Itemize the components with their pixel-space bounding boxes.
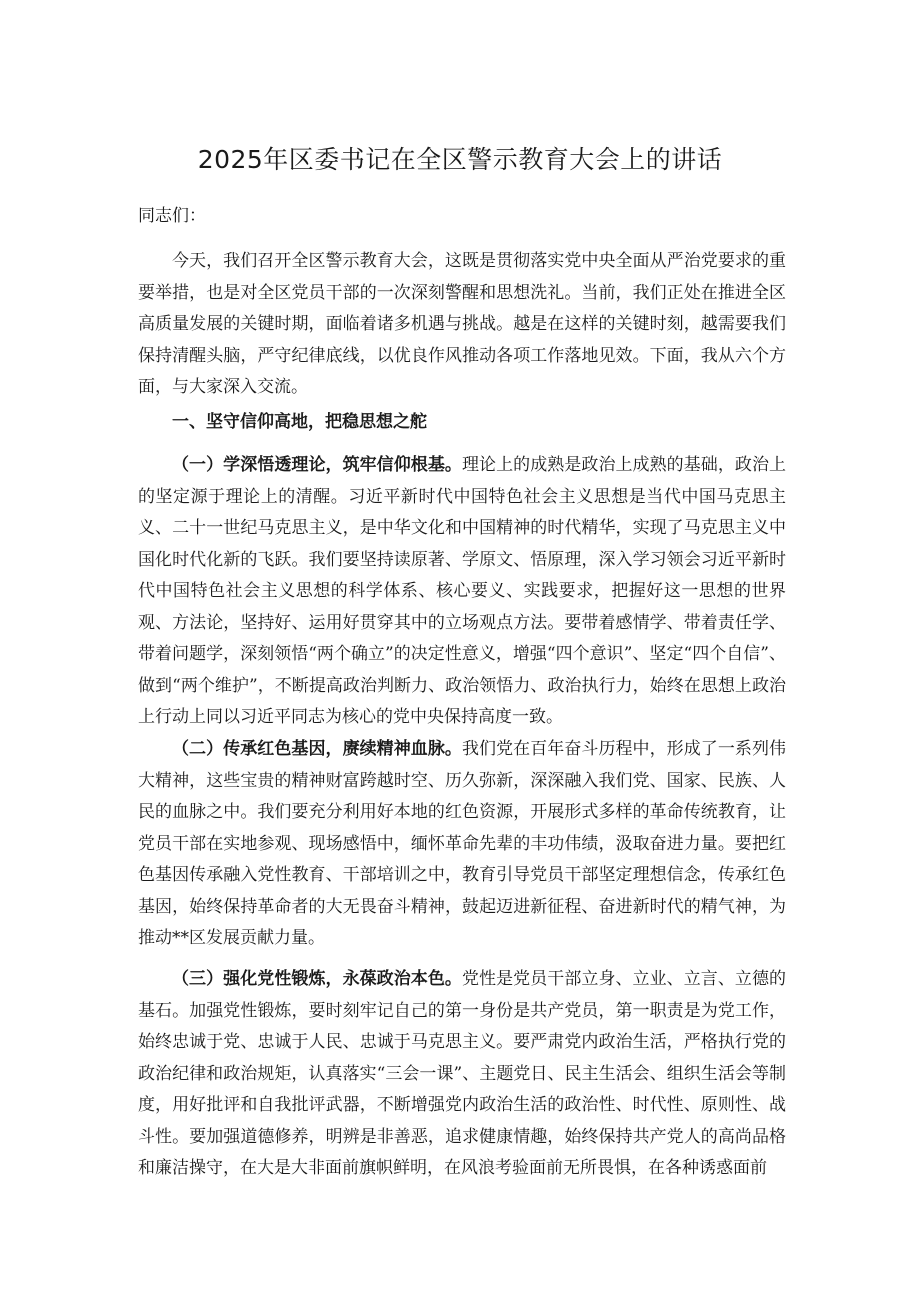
paragraph-2-body: 我们党在百年奋斗历程中，形成了一系列伟大精神，这些宝贵的精神财富跨越时空、历久弥新，深深融入我们党、国家、民族、人民的血脉之中。我们要充分利用好本地的红色资源，开展形式多样的革命传统教育，让党员干部在实地参观、现场感悟中，缅怀革命先辈的丰功伟绩，汲取奋进力量。要把红色基因传承融入党性教育、干部培训之中，教育引导党员干部坚定理想信念，传承红色基因，始终保持革命者的大无畏奋斗精神，鼓起迈进新征程、奋进新时代的精气神，为推动**区发展贡献力量。 [138,739,787,948]
salutation: 同志们： [138,206,206,226]
paragraph-2 [138,734,786,955]
paragraph-1-lead: （一）学深悟透理论，筑牢信仰根基。 [172,455,462,475]
paragraph-3-body: 党性是党员干部立身、立业、立言、立德的基石。加强党性锻炼，要时刻牢记自己的第一身份是共产党员，第一职责是为党工作，始终忠诚于党、忠诚于人民、忠诚于马克思主义。要严肃党内政治生活，严格执行党的政治纪律和政治规矩，认真落实“三会一课”、主题党日、民主生活会、组织生活会等制度，用好批评和自我批评武器，不断增强党内政治生活的政治性、时代性、原则性、战斗性。要加强道德修养，明辨是非善恶，追求健康情趣，始终保持共产党人的高尚品格和廉洁操守，在大是大非面前旗帜鲜明，在风浪考验面前无所畏惧，在各种诱惑面前 [138,969,787,1178]
paragraph-2-lead: （二）传承红色基因，赓续精神血脉。 [172,739,462,759]
paragraph-1-body: 理论上的成熟是政治上成熟的基础，政治上的坚定源于理论上的清醒。习近平新时代中国特色社会主义思想是当代中国马克思主义、二十一世纪马克思主义，是中华文化和中国精神的时代精华，实现了马克思主义中国化时代化新的飞跃。我们要坚持读原著、学原文、悟原理，深入学习领会习近平新时代中国特色社会主义思想的科学体系、核心要义、实践要求，把握好这一思想的世界观、方法论，坚持好、运用好贯穿其中的立场观点方法。要带着感情学、带着责任学、带着问题学，深刻领悟“两个确立”的决定性意义，增强“四个意识”、坚定“四个自信”、做到“两个维护”，不断提高政治判断力、政治领悟力、政治执行力，始终在思想上政治上行动上同以习近平同志为核心的党中央保持高度一致。 [138,455,787,727]
paragraph-3-lead: （三）强化党性锻炼，永葆政治本色。 [172,969,462,989]
document-title: 2025年区委书记在全区警示教育大会上的讲话 [197,145,723,174]
section-heading: 一、坚守信仰高地，把稳思想之舵 [172,412,427,432]
paragraph-1 [138,450,786,734]
paragraph-3 [138,964,786,1185]
intro-paragraph: 今天，我们召开全区警示教育大会，这既是贯彻落实党中央全面从严治党要求的重要举措，也是对全区党员干部的一次深刻警醒和思想洗礼。当前，我们正处在推进全区高质量发展的关键时期，面临着诸多机遇与挑战。越是在这样的关键时刻，越需要我们保持清醒头脑，严守纪律底线，以优良作风推动各项工作落地见效。下面，我从六个方面，与大家深入交流。 [138,251,786,397]
